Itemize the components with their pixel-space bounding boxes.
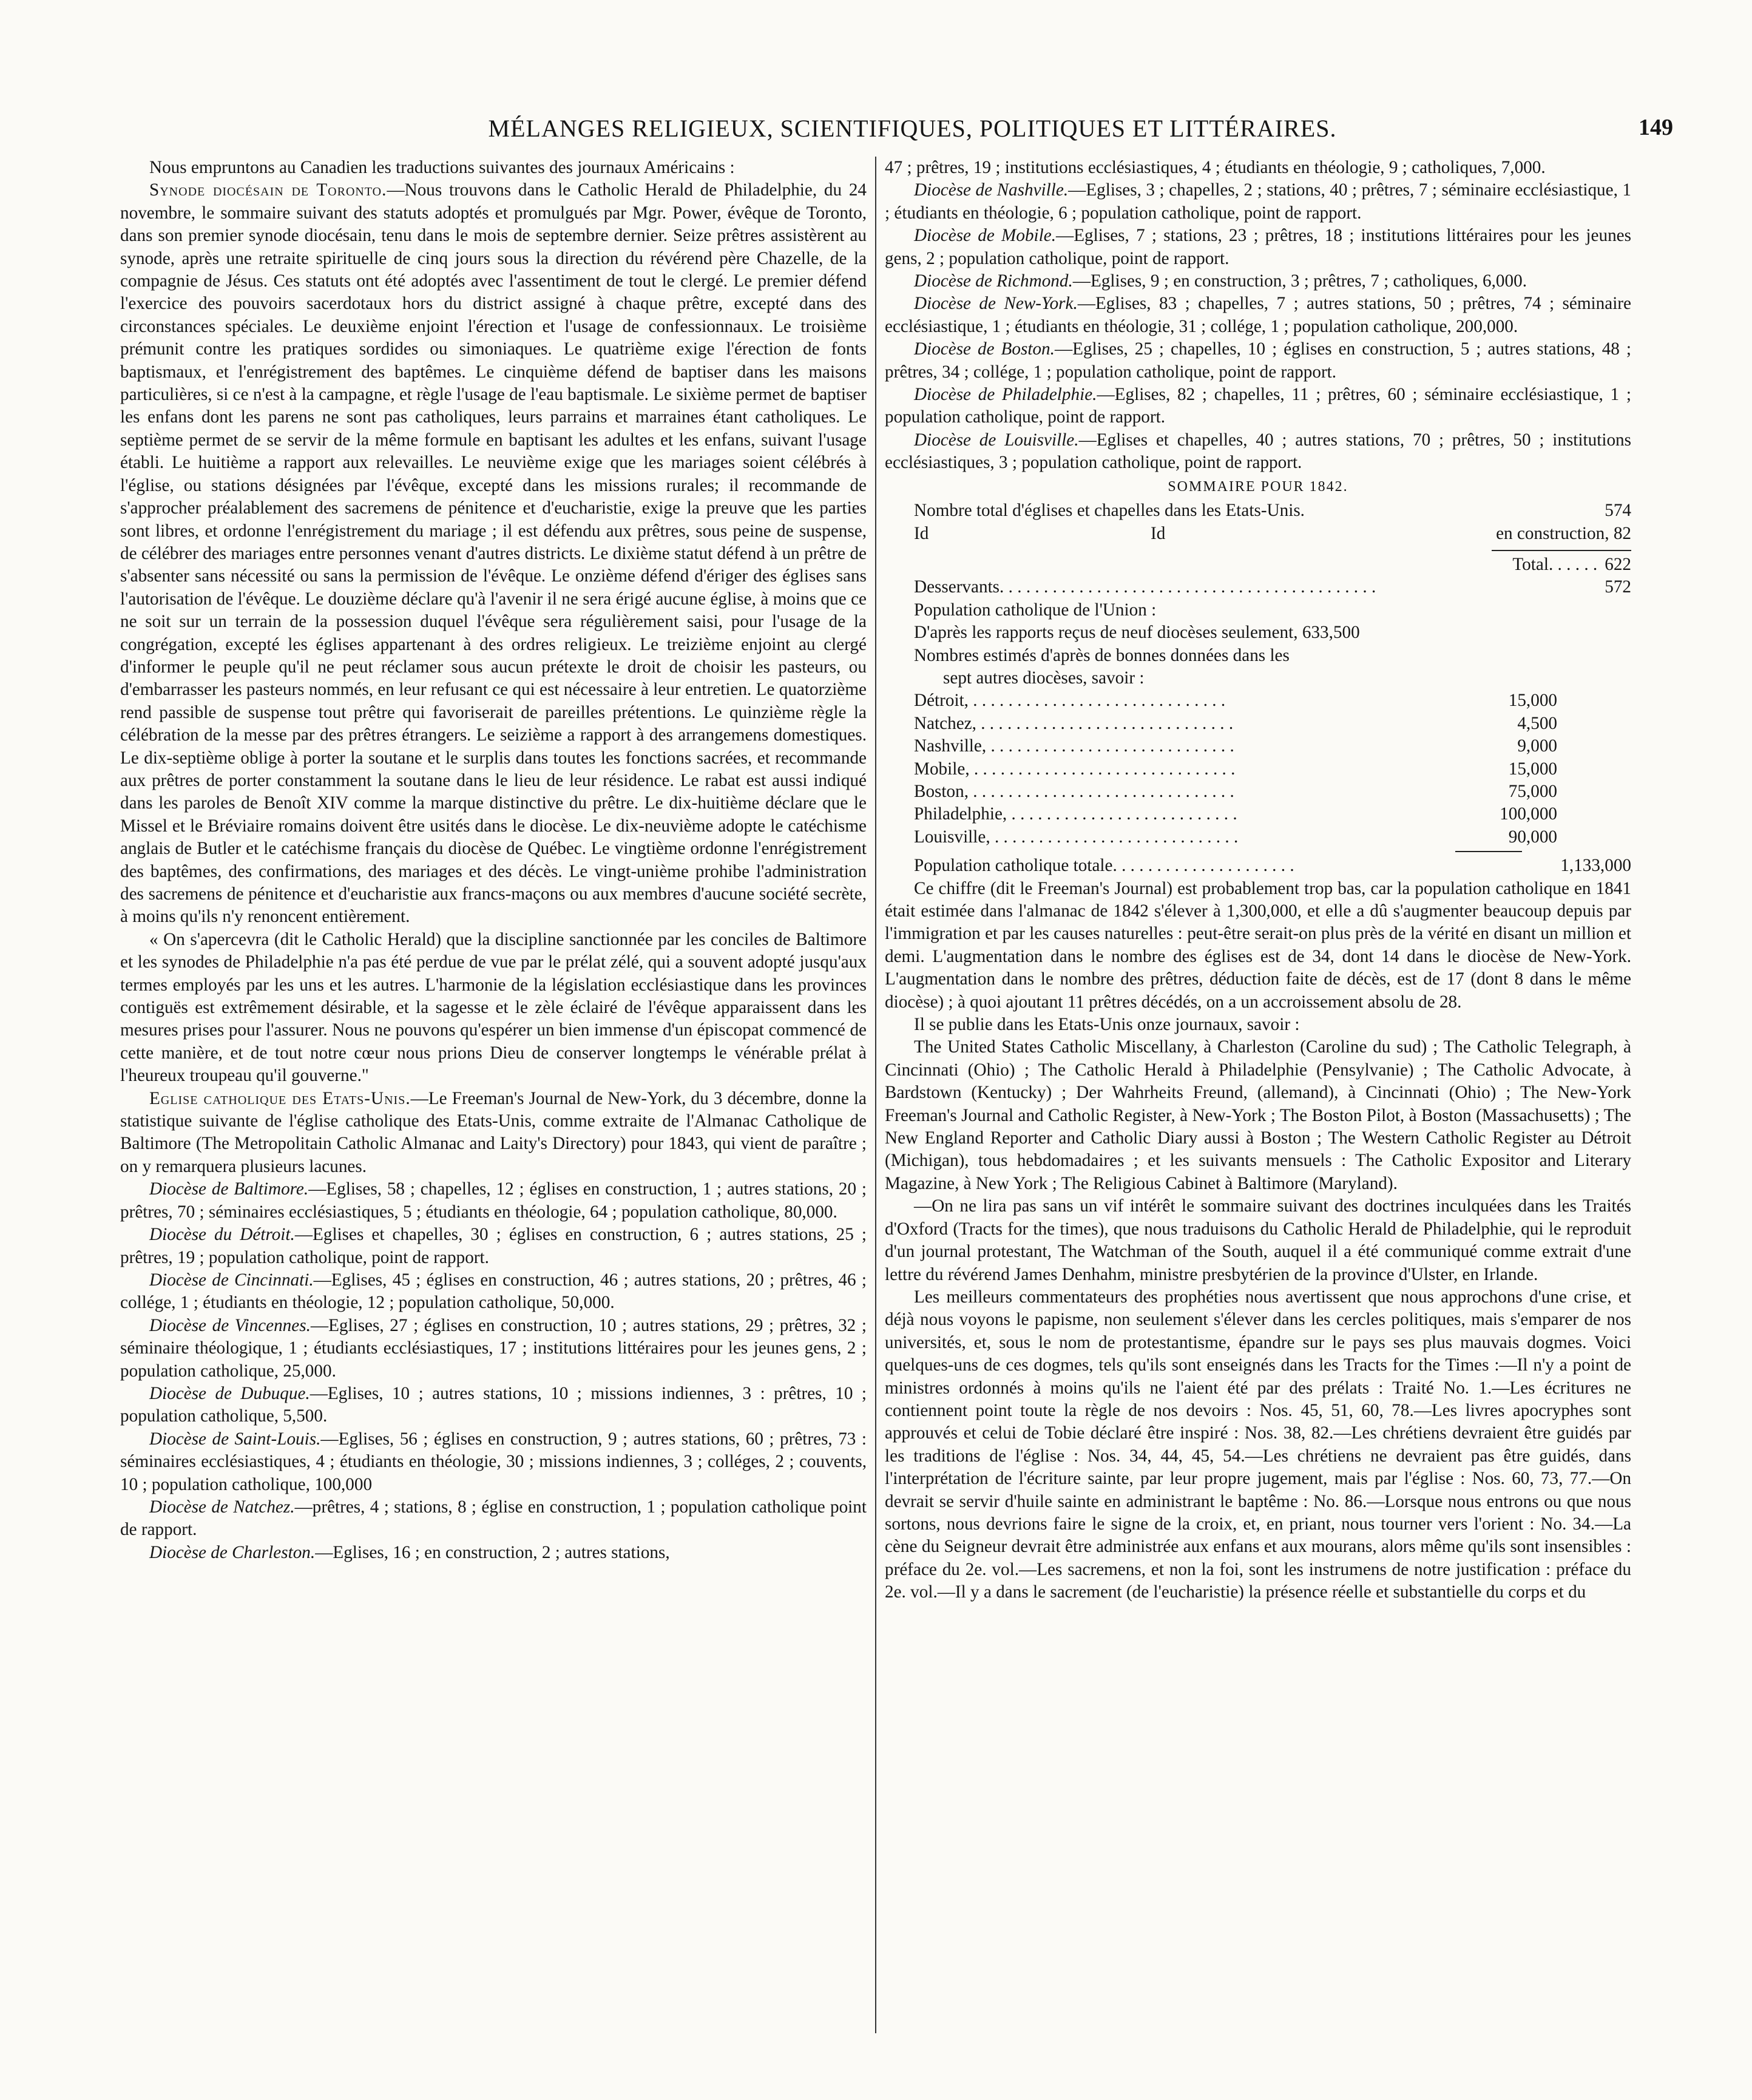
summary-row-desservants (885, 576, 1631, 598)
summary-label: sept autres diocèses, savoir : (943, 668, 1145, 688)
estimate-place: Nashville, . . . . . . . . . . . . . . . . . . . . . . . . . . . . (914, 736, 1234, 756)
diocese-stats: —Eglises, 83 ; chapelles, 7 ; autres stations, 50 ; prêtres, 74 ; séminaire ecclésiastique, 1 ; étudiants en théologie, 31 ; collége, 1 ; population catholique, 200,000. (885, 294, 1631, 336)
estimate-value: 90,000 (1508, 827, 1557, 847)
diocese-louisville (885, 429, 1631, 475)
summary-row-population (885, 599, 1631, 622)
synode-text: —Nous trouvons dans le Catholic Herald de Philadelphie, du 24 novembre, le sommaire suivant des statuts adoptés et promulgués par Mgr. Power, évêque de Toronto, dans son premier synode diocésain, tenu dans le mois de septembre dernier. Seize prêtres assistèrent au synode, après une retraite spirituelle de cinq jours sous la direction du révérend père Chazelle, de la compagnie de Jésus. Ces statuts ont été adoptés avec l'assentiment de tout le clergé. Le premier défend l'exercice des pouvoirs sacerdotaux hors du district assigné à chaque prêtre, excepté dans des circonstances spéciales. Le deuxième enjoint l'érection et l'usage de confessionnaux. Le troisième prémunit contre les pratiques sordides ou simoniaques. Le quatrième exige l'érection de fonts baptismaux, et l'enrégistrement des baptêmes. Le cinquième défend de baptiser dans les maisons particulières, si ce n'est à la campagne, et règle l'usage de l'eau baptismale. Le sixième permet de baptiser les enfans dont les parens ne sont pas catholiques, leurs parrains et marraines étant catholiques. Le septième permet de se servir de la même formule en baptisant les adultes et les enfans, suivant l'usage établi. Le huitième a rapport aux relevailles. Le neuvième exige que les mariages soient célébrés à l'église, ou stations désignées par l'évêque, excepté dans les missions rurales; il recommande de s'approcher préalablement des sacremens de pénitence et d'eucharistie, exige la preuve que les parties sont libres, et ordonne l'enrégistrement du mariage ; il est défendu aux prêtres, sous peine de suspense, de célébrer des mariages entre personnes venant d'autres districts. Le dixième statut défend à un prêtre de s'absenter sans nécessité ou sans la permission de l'évêque. Le onzième défend d'ériger des églises sans l'autorisation de l'évêque. Le douzième déclare qu'à l'avenir il ne sera érigé aucune église, à moins que ce ne soit sur un terrain de la possession duquel l'évêque sera régulièrement saisi, pour l'usage de la congrégation, excepté les églises appartenant à des ordres religieux. Le treizième enjoint au clergé d'informer le peuple qu'il ne peut réclamer sous aucun prétexte le droit de choisir les pasteurs, ou d'embarrasser les pasteurs nommés, en leur refusant ce qui est nécessaire à leur entretien. Le quatorzième rend passible de suspense tout prêtre qui favoriserait de pareilles prétentions. Le quinzième règle la célébration de la messe par des prêtres étrangers. Le seizième a rapport à des arrangemens domestiques. Le dix-septième oblige à porter la soutane et le surplis dans toutes les fonctions sacrées, et recommande aux prêtres de porter constamment la soutane dans le lieu de leur résidence. Le rabat est aussi indiqué dans les paroles de Benoît XIV comme la marque distinctive du prêtre. Le dix-huitième déclare que le Missel et le Bréviaire romains doivent être usités dans le diocèse. Le dix-neuvième adopte le catéchisme anglais de Butler et le catéchisme français du diocèse de Québec. Le vingtième ordonne l'enrégistrement des baptêmes, des confirmations, des mariages et des décès. Le vingt-unième prohibe l'administration des sacremens de pénitence et d'eucharistie aux francs-maçons ou aux membres d'aucune société secrète, à moins qu'ils n'y renoncent entièrement. (120, 180, 867, 927)
estimate-place: Boston, . . . . . . . . . . . . . . . . . . . . . . . . . . . . . . (914, 781, 1234, 801)
estimate-value: 15,000 (1508, 691, 1557, 711)
diocese-stats: —prêtres, 4 ; stations, 8 ; église en construction, 1 ; population catholique point de rapport. (120, 1497, 867, 1540)
diocese-natchez (120, 1496, 867, 1542)
estimate-place: Philadelphie, . . . . . . . . . . . . . . . . . . . . . . . . . . (914, 804, 1237, 824)
tracts-paragraph: —On ne lira pas sans un vif intérêt le sommaire suivant des doctrines inculquées dans les Traités d'Oxford (Tracts for the times), que nous traduisons du Catholic Herald de Philadelphie, qui le reproduit d'un journal protestant, The Watchman of the South, auquel il a été communiqué comme extrait d'une lettre du révérend James Denhahm, ministre presbytérien de la province d'Ulster, en Irlande. (885, 1196, 1631, 1284)
estimate-row (885, 713, 1557, 735)
diocese-name: Diocèse de New-York. (914, 294, 1078, 314)
diocese-stats: —Eglises, 3 ; chapelles, 2 ; stations, 40 ; prêtres, 7 ; séminaire ecclésiastique, 1 ; étudiants en théologie, 6 ; population catholique, point de rapport. (885, 180, 1631, 223)
catholic-herald-quote: « On s'apercevra (dit le Catholic Herald) que la discipline sanctionnée par les conciles de Baltimore et les synodes de Philadelphie n'a pas été perdue de vue par le prélat zélé, qui a souvent adopté jusqu'aux termes employés par les uns et les autres. L'harmonie de la législation ecclésiastique dans les provinces contiguës est extrêmement désirable, et la sagesse et le zèle éclairé de l'évêque apparaissent dans les mesures prises pour l'assurer. Nous ne pouvons qu'espérer un bien immense d'un épiscopat commencé de cette manière, et de tout notre cœur nous prions Dieu de conserver longtemps le vénérable prélat à l'heureux troupeau qu'il gouverne." (120, 929, 867, 1086)
summary-label: Population catholique totale. . . . . . . . . . . . . . . . . . . . . (914, 856, 1294, 876)
summary-construction (1496, 523, 1631, 545)
summary-value: 82 (1613, 523, 1631, 543)
diocese-new-york (885, 293, 1631, 338)
summary-label: Total. . . . . . (1512, 554, 1598, 574)
estimate-value: 15,000 (1508, 759, 1557, 779)
right-column (885, 157, 1631, 2033)
diocese-name: Diocèse de Mobile. (914, 226, 1057, 246)
diocese-richmond (885, 270, 1631, 293)
estimate-place: Natchez, . . . . . . . . . . . . . . . . . . . . . . . . . . . . . (914, 713, 1234, 733)
diocese-name: Diocèse de Baltimore. (149, 1179, 309, 1199)
diocese-nashville (885, 179, 1631, 225)
diocese-stats: —Eglises, 58 ; chapelles, 12 ; églises en construction, 1 ; autres stations, 20 ; prêtres, 70 ; séminaires ecclésiastiques, 5 ; étudiants en théologie, 64 ; population catholique, 80,000. (120, 1179, 867, 1222)
summary-label: Nombre total d'églises et chapelles dans les Etats-Unis. (914, 501, 1305, 521)
summary-row-estimates-1 (885, 645, 1631, 667)
summary-row-construction (885, 523, 1631, 545)
diocese-stats: —Eglises et chapelles, 40 ; autres stations, 70 ; prêtres, 50 ; institutions ecclésiastiques, 3 ; population catholique, point de rapport. (885, 430, 1631, 473)
diocese-mobile (885, 225, 1631, 270)
diocese-name: Diocèse de Charleston. (149, 1542, 316, 1562)
summary-value: 622 (1605, 554, 1631, 574)
journaux-intro: Il se publie dans les Etats-Unis onze journaux, savoir : (914, 1015, 1300, 1035)
diocese-philadelphie (885, 384, 1631, 429)
summary-id-b: Id (1151, 523, 1166, 543)
diocese-stats: —Eglises, 7 ; stations, 23 ; prêtres, 18 ; institutions littéraires pour les jeunes gens, 2 ; population catholique, point de rapport. (885, 226, 1631, 268)
summary-row-estimates-2 (885, 667, 1631, 689)
diocese-name: Diocèse de Philadelphie. (914, 385, 1097, 405)
diocese-name: Diocèse du Détroit. (149, 1225, 295, 1245)
synode-heading: Synode diocésain de Toronto. (149, 180, 387, 200)
diocese-stats: —Eglises, 82 ; chapelles, 11 ; prêtres, 60 ; séminaire ecclésiastique, 1 ; population catholique, point de rapport. (885, 385, 1631, 427)
diocese-stats: —Eglises, 9 ; en construction, 3 ; prêtres, 7 ; catholiques, 6,000. (1072, 271, 1527, 291)
summary-value: 574 (1605, 501, 1631, 521)
diocese-name: Diocèse de Richmond. (914, 271, 1073, 291)
column-divider (875, 157, 876, 2033)
estimate-row (885, 826, 1557, 848)
diocese-name: Diocèse de Boston. (914, 339, 1055, 359)
summary-label: Desservants. . . . . . . . . . . . . . . . . . . . . . . . . . . . . . . . . . . . . . . . . . . (914, 577, 1376, 597)
summary-value: 572 (1605, 577, 1631, 597)
charleston-continuation: 47 ; prêtres, 19 ; institutions ecclésiastiques, 4 ; étudiants en théologie, 9 ; catholiques, 7,000. (885, 158, 1546, 177)
diocese-baltimore (120, 1178, 867, 1224)
eglise-article (120, 1088, 867, 1179)
summary-label: Population catholique de l'Union : (914, 600, 1157, 620)
running-title: MÉLANGES RELIGIEUX, SCIENTIFIQUES, POLITIQUES ET LITTÉRAIRES. (488, 115, 1337, 142)
left-column (120, 157, 867, 2033)
diocese-charleston (120, 1542, 867, 1564)
diocese-stats: —Eglises et chapelles, 30 ; églises en construction, 6 ; autres stations, 25 ; prêtres, 19 ; population catholique, point de rapport. (120, 1225, 867, 1267)
summary-label: D'après les rapports reçus de neuf diocèses seulement, (914, 623, 1298, 643)
sum-rule (1455, 851, 1522, 852)
summary-label: en construction, (1496, 523, 1609, 543)
page-number: 149 (1639, 115, 1673, 140)
commentateurs-paragraph: Les meilleurs commentateurs des prophéties nous avertissent que nous approchons d'une crise, et déjà nous voyons le papisme, non seulement s'élever dans les cercles politiques, mais s'emparer de nos universités, et, sous le nom de protestantisme, épandre sur le pays ses plus mauvais dogmes. Voici quelques-uns de ces dogmes, tels qu'ils sont enseignés dans les Tracts for the Times :—Il n'y a point de ministres ordonnés à moins qu'ils ne l'aient été par des prélats : Traité No. 1.—Les écritures ne contiennent point toute la règle de nos devoirs : Nos. 45, 51, 60, 78.—Les livres apocryphes sont approuvés et celui de Tobie déclaré être inspiré : Nos. 38, 82.—Les chrétiens devraient être guidés par les traditions de l'église : Nos. 34, 44, 45, 54.—Les chrétiens ne devraient pas être guidés, dans l'interprétation de l'écriture sainte, par leur propre jugement, mais par l'église : Nos. 60, 73, 77.—On devrait se servir d'huile sainte en administrant le baptême : No. 86.—Lorsque nous entrons ou que nous sortons, nous devrions faire le signe de la croix, et, en priant, nous tourner vers l'orient : No. 34.—La cène du Seigneur devrait être administrée aux enfans et aux mourans, alors même qu'ils sont insensibles : préface du 2e. vol.—Les sacremens, et non la foi, sont les instrumens de notre justification : préface du 2e. vol.—Il y a dans le sacrement (de l'eucharistie) la présence réelle et substantielle du corps et du (885, 1287, 1631, 1602)
eglise-heading: Eglise catholique des Etats-Unis. (149, 1088, 411, 1108)
summary-id-a: Id (914, 523, 929, 543)
diocese-name: Diocèse de Dubuque. (149, 1383, 310, 1403)
diocese-name: Diocèse de Louisville. (914, 430, 1079, 450)
diocese-stats: —Eglises, 10 ; autres stations, 10 ; missions indiennes, 3 : prêtres, 10 ; population catholique, 5,500. (120, 1383, 867, 1426)
summary-value: 1,133,000 (1560, 856, 1631, 876)
synode-article (120, 179, 867, 928)
summary-row-total (885, 554, 1631, 576)
diocese-stats: —Eglises, 27 ; églises en construction, 10 ; autres stations, 29 ; prêtres, 32 ; séminaire théologique, 1 ; étudiants ecclésiastiques, 17 ; institutions littéraires pour les jeunes gens, 2 ; population catholique, 25,000. (120, 1315, 867, 1381)
summary-value: 633,500 (1302, 623, 1360, 643)
diocese-stats: —Eglises, 45 ; églises en construction, 46 ; autres stations, 20 ; prêtres, 46 ; collége, 1 ; étudiants en théologie, 12 ; population catholique, 50,000. (120, 1270, 867, 1313)
estimate-value: 100,000 (1500, 804, 1557, 824)
diocese-stats: —Eglises, 56 ; églises en construction, 9 ; autres stations, 60 ; prêtres, 73 : séminaires ecclésiastiques, 4 ; étudiants en théologie, 30 ; missions indiennes, 3 ; colléges, 2 ; couvents, 10 ; population catholique, 100,000 (120, 1429, 867, 1494)
diocese-cincinnati (120, 1269, 867, 1315)
estimate-value: 9,000 (1517, 736, 1557, 756)
sum-rule (1492, 550, 1631, 551)
estimate-place: Mobile, . . . . . . . . . . . . . . . . . . . . . . . . . . . . . . (914, 759, 1236, 779)
diocese-boston (885, 338, 1631, 384)
page-header (152, 114, 1673, 151)
estimate-row (885, 758, 1557, 781)
estimate-place: Louisville, . . . . . . . . . . . . . . . . . . . . . . . . . . . . (914, 827, 1239, 847)
estimate-row (885, 803, 1557, 825)
diocese-stats: —Eglises, 16 ; en construction, 2 ; autres stations, (315, 1542, 670, 1562)
summary-row-grand-total (885, 855, 1631, 877)
diocese-name: Diocèse de Vincennes. (149, 1315, 311, 1335)
summary-title: SOMMAIRE POUR 1842. (1168, 478, 1348, 495)
estimate-row (885, 781, 1557, 803)
estimate-value: 75,000 (1508, 781, 1557, 801)
diocese-name: Diocèse de Saint-Louis. (149, 1429, 321, 1449)
summary-row-reports (885, 622, 1631, 644)
diocese-name: Diocèse de Nashville. (914, 180, 1069, 200)
diocese-dubuque (120, 1383, 867, 1428)
diocese-name: Diocèse de Cincinnati. (149, 1270, 314, 1290)
estimate-value: 4,500 (1517, 713, 1557, 733)
diocese-vincennes (120, 1315, 867, 1383)
diocese-stats: —Eglises, 25 ; chapelles, 10 ; églises en construction, 5 ; autres stations, 48 ; prêtres, 34 ; collége, 1 ; population catholique, point de rapport. (885, 339, 1631, 382)
summary-label: Nombres estimés d'après de bonnes données dans les (914, 645, 1290, 665)
estimate-place: Détroit, . . . . . . . . . . . . . . . . . . . . . . . . . . . . . (914, 691, 1226, 711)
intro-paragraph: Nous empruntons au Canadien les traductions suivantes des journaux Américains : (149, 158, 735, 177)
estimate-row (885, 735, 1557, 757)
diocese-detroit (120, 1224, 867, 1269)
chiffre-paragraph: Ce chiffre (dit le Freeman's Journal) est probablement trop bas, car la population catholique en 1841 était estimée dans l'almanac de 1842 s'élever à 1,300,000, et elle a dû s'augmenter beaucoup depuis par l'immigration et par les causes naturelles : peut-être serait-on plus près de la vérité en disant un million et demi. L'augmentation dans le nombre des églises est de 34, dont 14 dans le diocèse de New-York. L'augmentation dans le nombre des prêtres, déduction faite de décès, est de 17 (dont 8 dans le même diocèse) ; à quoi ajoutant 11 prêtres décédés, on a un accroissement absolu de 28. (885, 878, 1631, 1012)
diocese-saint-louis (120, 1428, 867, 1496)
journaux-list: The United States Catholic Miscellany, à Charleston (Caroline du sud) ; The Catholic Telegraph, à Cincinnati (Ohio) ; The Catholic Herald à Philadelphie (Pensylvanie) ; The Catholic Advocate, à Bardstown (Kentucky) ; Der Wahrheits Freund, (allemand), à Cincinnati (Ohio) ; The New-York Freeman's Journal and Catholic Register, à New-York ; The Boston Pilot, à Boston (Massachusetts) ; The New England Reporter and Catholic Diary aussi à Boston ; The Western Catholic Register au Détroit (Michigan), tous hebdomadaires ; et les suivants mensuels : The Catholic Expositor and Literary Magazine, à New York ; The Religious Cabinet à Baltimore (Maryland). (885, 1037, 1631, 1193)
estimate-row (885, 689, 1557, 712)
summary-row-total-churches (885, 500, 1631, 522)
eglise-text: —Le Freeman's Journal de New-York, du 3 décembre, donne la statistique suivante de l'église catholique des Etats-Unis, comme extraite de l'Almanac Catholique de Baltimore (The Metropolitain Catholic Almanac and Laity's Directory) pour 1843, qui vient de paraître ; on y remarquera plusieurs lacunes. (120, 1088, 867, 1176)
diocese-name: Diocèse de Natchez. (149, 1497, 295, 1517)
